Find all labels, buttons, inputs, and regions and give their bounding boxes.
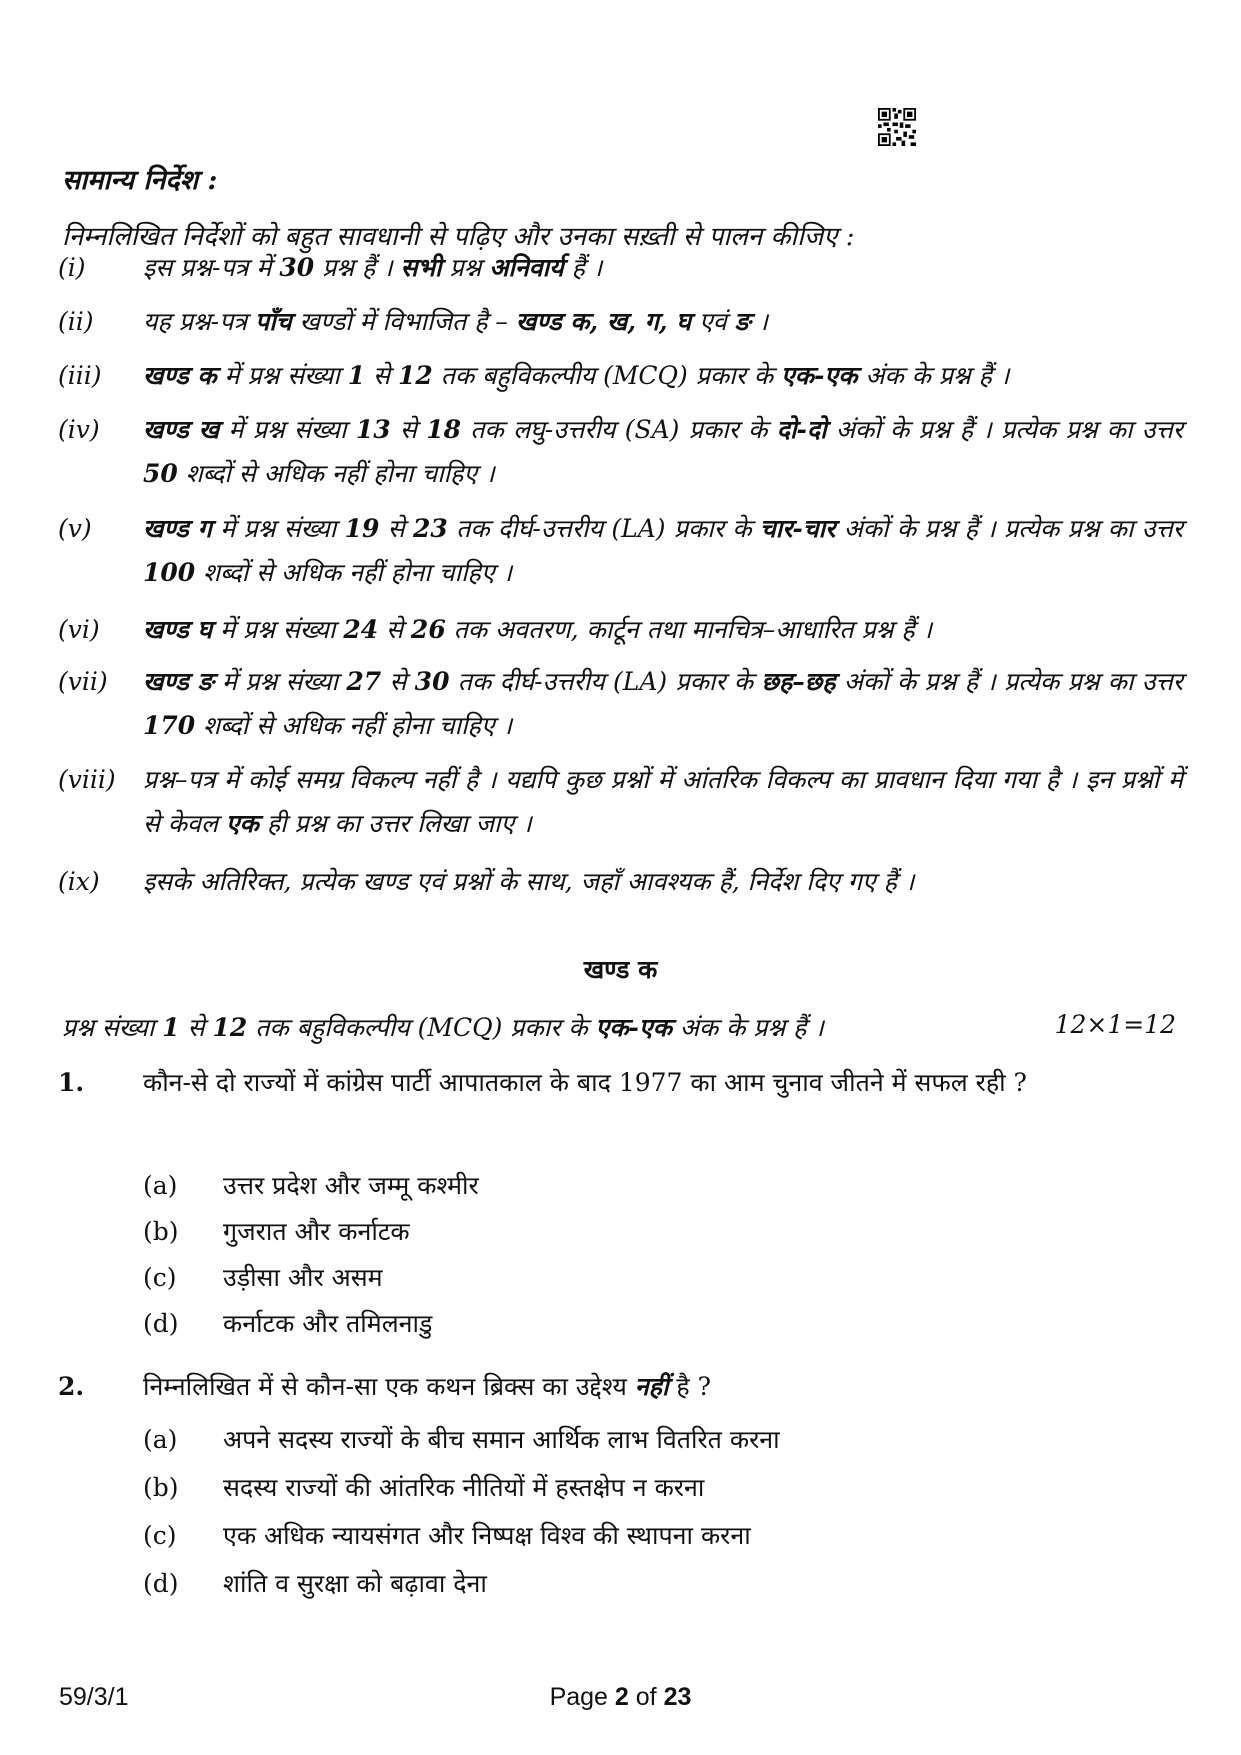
option-text: उड़ीसा और असम [223,1263,383,1292]
instruction-item [58,246,1183,290]
instruction-item [58,408,1183,496]
option-label: (d) [143,1569,179,1598]
instruction-number: (v) [58,514,92,543]
question-number: 2. [58,1372,85,1401]
option-text: कर्नाटक और तमिलनाडु [223,1309,433,1338]
option-text: गुजरात और कर्नाटक [223,1217,410,1246]
option-text: उत्तर प्रदेश और जम्मू कश्मीर [223,1171,479,1200]
instruction-number: (ii) [58,307,94,336]
option [143,1518,751,1552]
instruction-number: (ix) [58,867,100,896]
instruction-text: प्रश्न–पत्र में कोई समग्र विकल्प नहीं है । यद्यपि कुछ प्रश्नों में आंतरिक विकल्प का प्रावधान दिया गया है । इन प्रश्नों में से केवल एक ही प्रश्न का उत्तर लिखा जाए । [143,765,1183,838]
instruction-item [58,758,1183,846]
option [143,1168,479,1202]
instruction-item [58,860,1183,904]
instruction-text: खण्ड क में प्रश्न संख्या 1 से 12 तक बहुविकल्पीय (MCQ) प्रकार के एक-एक अंक के प्रश्न हैं । [143,361,1010,390]
instruction-item [58,608,1183,652]
question-number: 1. [58,1068,85,1097]
qr-code-icon [878,108,916,146]
option-text: सदस्य राज्यों की आंतरिक नीतियों में हस्तक्षेप न करना [223,1473,705,1502]
instruction-number: (vi) [58,615,100,644]
instruction-text: यह प्रश्न-पत्र पाँच खण्डों में विभाजित है – खण्ड क, ख, ग, घ एवं ङ । [143,307,769,336]
option-text: एक अधिक न्यायसंगत और निष्पक्ष विश्व की स्थापना करना [223,1521,751,1550]
instruction-text: खण्ड ङ में प्रश्न संख्या 27 से 30 तक दीर्घ-उत्तरीय (LA) प्रकार के छह–छह अंकों के प्रश्न हैं । प्रत्येक प्रश्न का उत्तर 170 शब्दों से अधिक नहीं होना चाहिए । [143,667,1183,740]
instruction-item [58,300,1183,344]
option-text: शांति व सुरक्षा को बढ़ावा देना [223,1569,487,1598]
instruction-text: खण्ड ग में प्रश्न संख्या 19 से 23 तक दीर्घ-उत्तरीय (LA) प्रकार के चार-चार अंकों के प्रश्न हैं । प्रत्येक प्रश्न का उत्तर 100 शब्दों से अधिक नहीं होना चाहिए । [143,514,1183,587]
option-label: (c) [143,1263,177,1292]
option [143,1260,383,1294]
option-label: (d) [143,1309,179,1338]
instruction-item [58,507,1183,595]
section-title: खण्ड क [583,955,658,984]
option-label: (a) [143,1425,178,1454]
question-text: निम्नलिखित में से कौन-सा एक कथन ब्रिक्स का उद्देश्य नहीं है ? [143,1372,712,1401]
instruction-number: (iv) [58,415,100,444]
option [143,1470,704,1504]
option [143,1214,410,1248]
option [143,1306,432,1340]
section-marks: 12×1=12 [1054,1010,1176,1039]
option-label: (b) [143,1217,179,1246]
question [58,1364,1183,1410]
instruction-item [58,660,1183,748]
question [58,1060,1183,1106]
instruction-number: (viii) [58,765,116,794]
instruction-number: (iii) [58,361,102,390]
paper-code: 59/3/1 [59,1683,129,1711]
general-instructions-title: सामान्य निर्देश : [62,165,218,196]
option [143,1422,780,1456]
instruction-text: खण्ड ख में प्रश्न संख्या 13 से 18 तक लघु-उत्तरीय (SA) प्रकार के दो-दो अंकों के प्रश्न हैं । प्रत्येक प्रश्न का उत्तर 50 शब्दों से अधिक नहीं होना चाहिए । [143,415,1183,488]
question-text: कौन-से दो राज्यों में कांग्रेस पार्टी आपातकाल के बाद 1977 का आम चुनाव जीतने में सफल रही ? [143,1068,1027,1097]
instruction-item [58,354,1183,398]
instruction-number: (vii) [58,667,108,696]
instruction-text: इस प्रश्न-पत्र में 30 प्रश्न हैं । सभी प्रश्न अनिवार्य हैं । [143,253,603,282]
option-label: (c) [143,1521,177,1550]
option-text: अपने सदस्य राज्यों के बीच समान आर्थिक लाभ वितरित करना [223,1425,780,1454]
option-label: (a) [143,1171,178,1200]
instruction-number: (i) [58,253,86,282]
option [143,1566,487,1600]
section-note: प्रश्न संख्या 1 से 12 तक बहुविकल्पीय (MCQ) प्रकार के एक-एक अंक के प्रश्न हैं । 12×1=12 [62,1010,1176,1042]
general-instructions-intro: निम्नलिखित निर्देशों को बहुत सावधानी से पढ़िए और उनका सख़्ती से पालन कीजिए : [62,222,855,252]
page-number: Page 2 of 23 [549,1683,692,1711]
instruction-text: खण्ड घ में प्रश्न संख्या 24 से 26 तक अवतरण, कार्टून तथा मानचित्र–आधारित प्रश्न हैं । [143,615,933,644]
instruction-text: इसके अतिरिक्त, प्रत्येक खण्ड एवं प्रश्नों के साथ, जहाँ आवश्यक हैं, निर्देश दिए गए हैं । [143,867,915,896]
option-label: (b) [143,1473,179,1502]
